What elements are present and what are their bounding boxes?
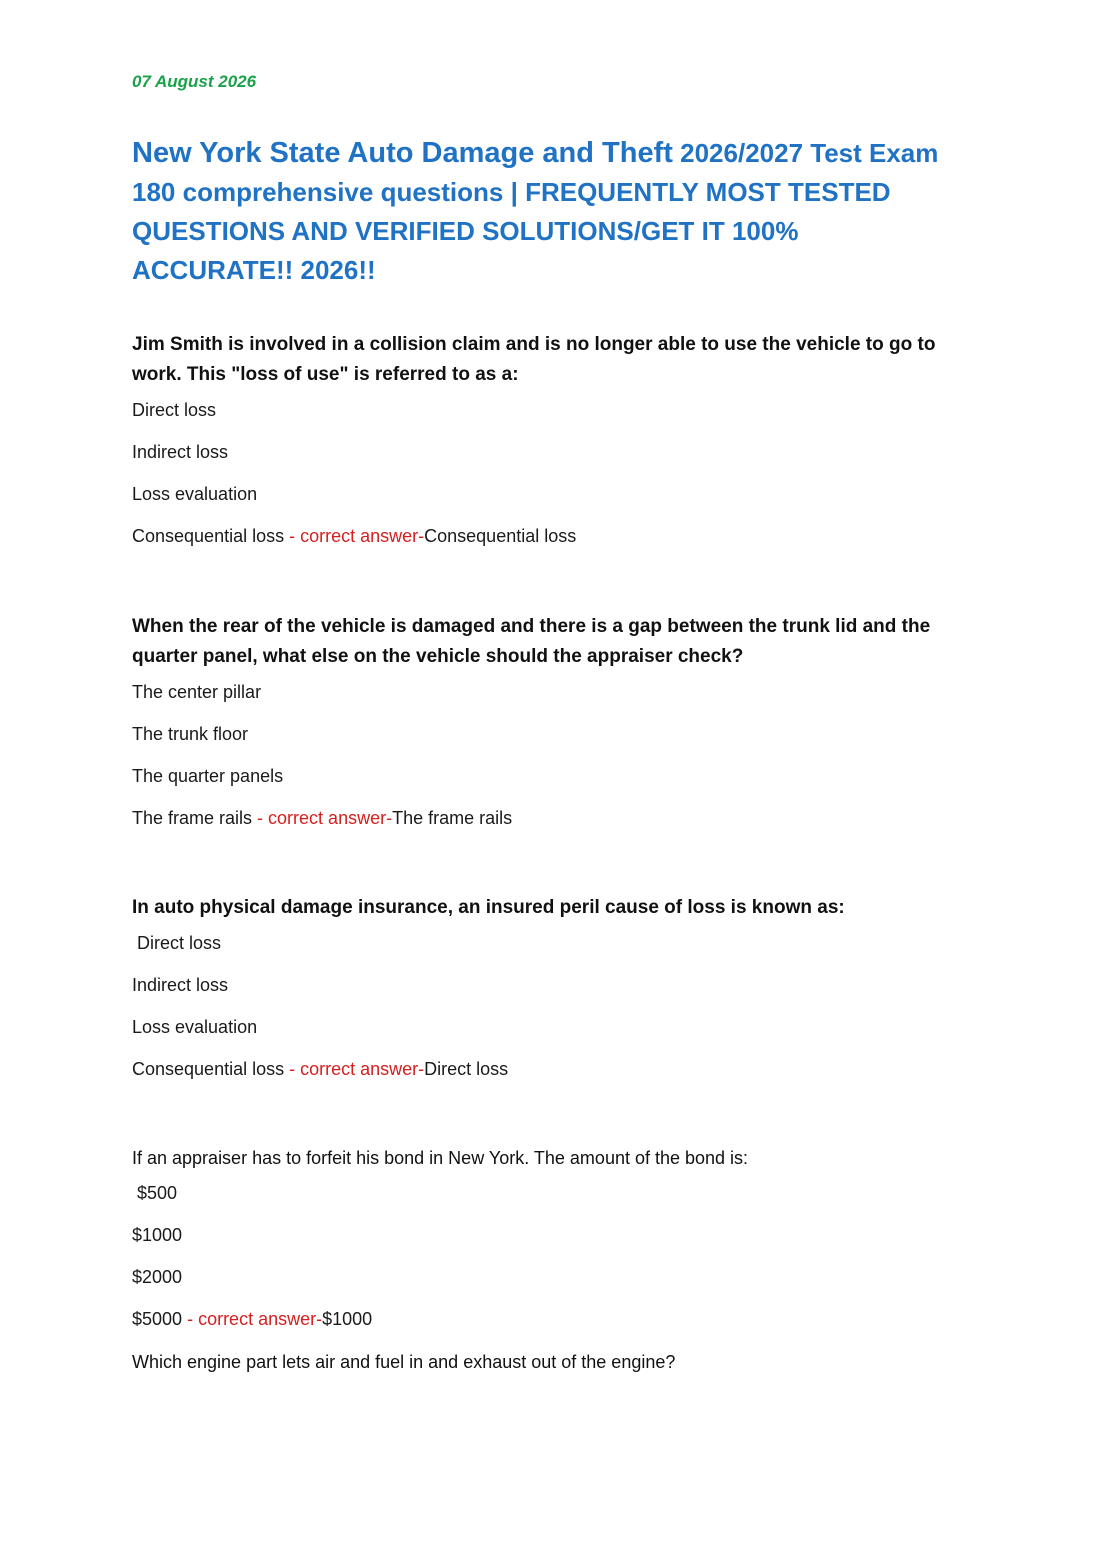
answer-option-text: $5000 xyxy=(132,1309,183,1329)
answer-option: Loss evaluation xyxy=(132,484,258,504)
answer-option: $1000 xyxy=(132,1225,183,1245)
answer-option: The quarter panels xyxy=(132,766,284,786)
correct-answer-label: correct answer- xyxy=(268,808,393,828)
answer-option: $500 xyxy=(137,1183,178,1203)
answer-option-text: Consequential loss xyxy=(132,526,285,546)
answer-option-with-answer xyxy=(132,524,972,548)
question-block-1 xyxy=(132,330,972,566)
answer-option-text: The frame rails xyxy=(132,808,253,828)
title-part-2: 2026/2027 Test Exam 180 comprehensive questions | FREQUENTLY MOST TESTED QUESTIONS AND VERIFIED SOLUTIONS/GET IT 100% ACCURATE!! 2026!! xyxy=(132,138,939,285)
answer-option: Loss evaluation xyxy=(132,1017,258,1037)
answer-separator: - xyxy=(284,526,301,546)
answer-option: The center pillar xyxy=(132,682,262,702)
correct-answer-value: Consequential loss xyxy=(424,526,577,546)
question-text: Jim Smith is involved in a collision claim and is no longer able to use the vehicle to go to work. This "loss of use" is referred to as a: xyxy=(132,334,936,385)
answer-option-text: Consequential loss xyxy=(132,1059,285,1079)
correct-answer-value: $1000 xyxy=(322,1309,373,1329)
answer-separator: - xyxy=(284,1059,301,1079)
question-text: In auto physical damage insurance, an insured peril cause of loss is known as: xyxy=(132,897,845,918)
correct-answer-value: The frame rails xyxy=(392,808,513,828)
answer-option-with-answer xyxy=(132,1057,972,1081)
document-date: 07 August 2026 xyxy=(132,72,257,91)
answer-option: Indirect loss xyxy=(132,442,229,462)
document-title xyxy=(132,134,952,290)
correct-answer-label: correct answer- xyxy=(300,526,425,546)
answer-separator: - xyxy=(182,1309,199,1329)
question-block-3 xyxy=(132,893,972,1099)
question-text: Which engine part lets air and fuel in and exhaust out of the engine? xyxy=(132,1352,676,1372)
question-block-4 xyxy=(132,1143,972,1385)
answer-option: Direct loss xyxy=(132,400,217,420)
answer-option: The trunk floor xyxy=(132,724,249,744)
answer-separator: - xyxy=(252,808,269,828)
title-part-1: New York State Auto Damage and Theft xyxy=(132,137,673,169)
answer-option: Indirect loss xyxy=(132,975,229,995)
answer-option-with-answer xyxy=(132,806,972,830)
answer-option: $2000 xyxy=(132,1267,183,1287)
question-text: If an appraiser has to forfeit his bond in New York. The amount of the bond is: xyxy=(132,1148,749,1168)
answer-option: Direct loss xyxy=(137,933,222,953)
correct-answer-label: correct answer- xyxy=(198,1309,323,1329)
correct-answer-label: correct answer- xyxy=(300,1059,425,1079)
question-block-2 xyxy=(132,612,972,848)
correct-answer-value: Direct loss xyxy=(424,1059,509,1079)
question-text: When the rear of the vehicle is damaged and there is a gap between the trunk lid and the quarter panel, what else on the vehicle should the appraiser check? xyxy=(132,616,931,667)
answer-option-with-answer xyxy=(132,1307,972,1331)
